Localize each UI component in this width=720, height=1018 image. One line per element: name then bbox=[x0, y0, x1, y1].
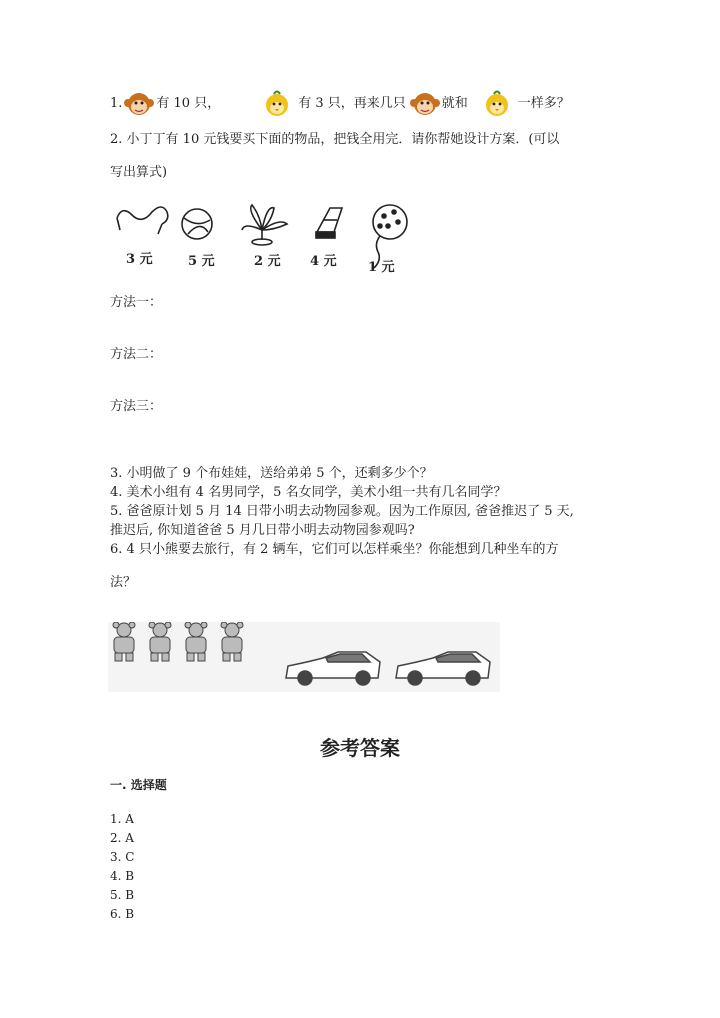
answers-title: 参考答案 bbox=[320, 736, 400, 760]
monkey-icon bbox=[124, 89, 154, 119]
plant-icon bbox=[242, 205, 287, 245]
answer-item: 2. A bbox=[110, 831, 134, 845]
shuttlecock-icon bbox=[316, 208, 342, 238]
price-plant: 2 元 bbox=[254, 254, 281, 269]
answer-item: 6. B bbox=[110, 907, 135, 921]
question-1-part-3: 就和 bbox=[441, 96, 468, 111]
car-icon bbox=[396, 652, 490, 685]
monkey-icon bbox=[410, 89, 440, 119]
chick-icon bbox=[262, 89, 292, 119]
question-5-line-1: 5. 爸爸原计划 5 月 14 日带小明去动物园参观。因为工作原因, 爸爸推迟了 5 天, bbox=[110, 504, 574, 519]
answer-item: 4. B bbox=[110, 869, 135, 883]
car-icon bbox=[286, 652, 380, 685]
jump-rope-icon bbox=[117, 207, 168, 234]
question-2-line-2: 写出算式) bbox=[110, 165, 168, 180]
bear-icon bbox=[149, 622, 171, 661]
question-1-part-4: 一样多？ bbox=[517, 96, 570, 111]
bear-icon bbox=[113, 622, 135, 661]
answer-item: 1. A bbox=[110, 812, 134, 826]
ball-icon bbox=[182, 209, 212, 239]
question-1 bbox=[110, 92, 570, 116]
question-2-line-1: 2. 小丁丁有 10 元钱要买下面的物品，把钱全用完．请你帮她设计方案．(可以 bbox=[110, 132, 560, 147]
chick-icon bbox=[482, 89, 512, 119]
question-6-line-2: 法？ bbox=[110, 575, 137, 590]
question-1-part-2: 有 3 只，再来几只 bbox=[298, 96, 406, 111]
question-1-part-1: 有 10 只， bbox=[156, 96, 221, 111]
question-5-line-2: 推迟后, 你知道爸爸 5 月几日带小明去动物园参观吗? bbox=[110, 523, 415, 538]
question-3: 3. 小明做了 9 个布娃娃，送给弟弟 5 个，还剩多少个？ bbox=[110, 466, 433, 481]
price-balloon: 1 元 bbox=[368, 260, 395, 275]
bear-icon bbox=[185, 622, 207, 661]
method-3: 方法三： bbox=[110, 399, 163, 414]
answer-item: 5. B bbox=[110, 888, 135, 902]
answers-section-title: 一. 选择题 bbox=[110, 778, 167, 792]
price-rope: 3 元 bbox=[126, 252, 153, 267]
bear-icon bbox=[221, 622, 243, 661]
price-ball: 5 元 bbox=[188, 254, 215, 269]
answer-item: 3. C bbox=[110, 850, 135, 864]
question-1-number: 1. bbox=[110, 96, 123, 111]
shopping-items bbox=[112, 200, 412, 280]
method-1: 方法一： bbox=[110, 295, 163, 310]
question-4: 4. 美术小组有 4 名男同学，5 名女同学，美术小组一共有几名同学？ bbox=[110, 485, 507, 500]
question-6-line-1: 6. 4 只小熊要去旅行，有 2 辆车，它们可以怎样乘坐？你能想到几种坐车的方 bbox=[110, 542, 559, 557]
method-2: 方法二： bbox=[110, 347, 163, 362]
bears-and-cars-figure bbox=[108, 622, 500, 692]
price-shuttlecock: 4 元 bbox=[310, 254, 337, 269]
